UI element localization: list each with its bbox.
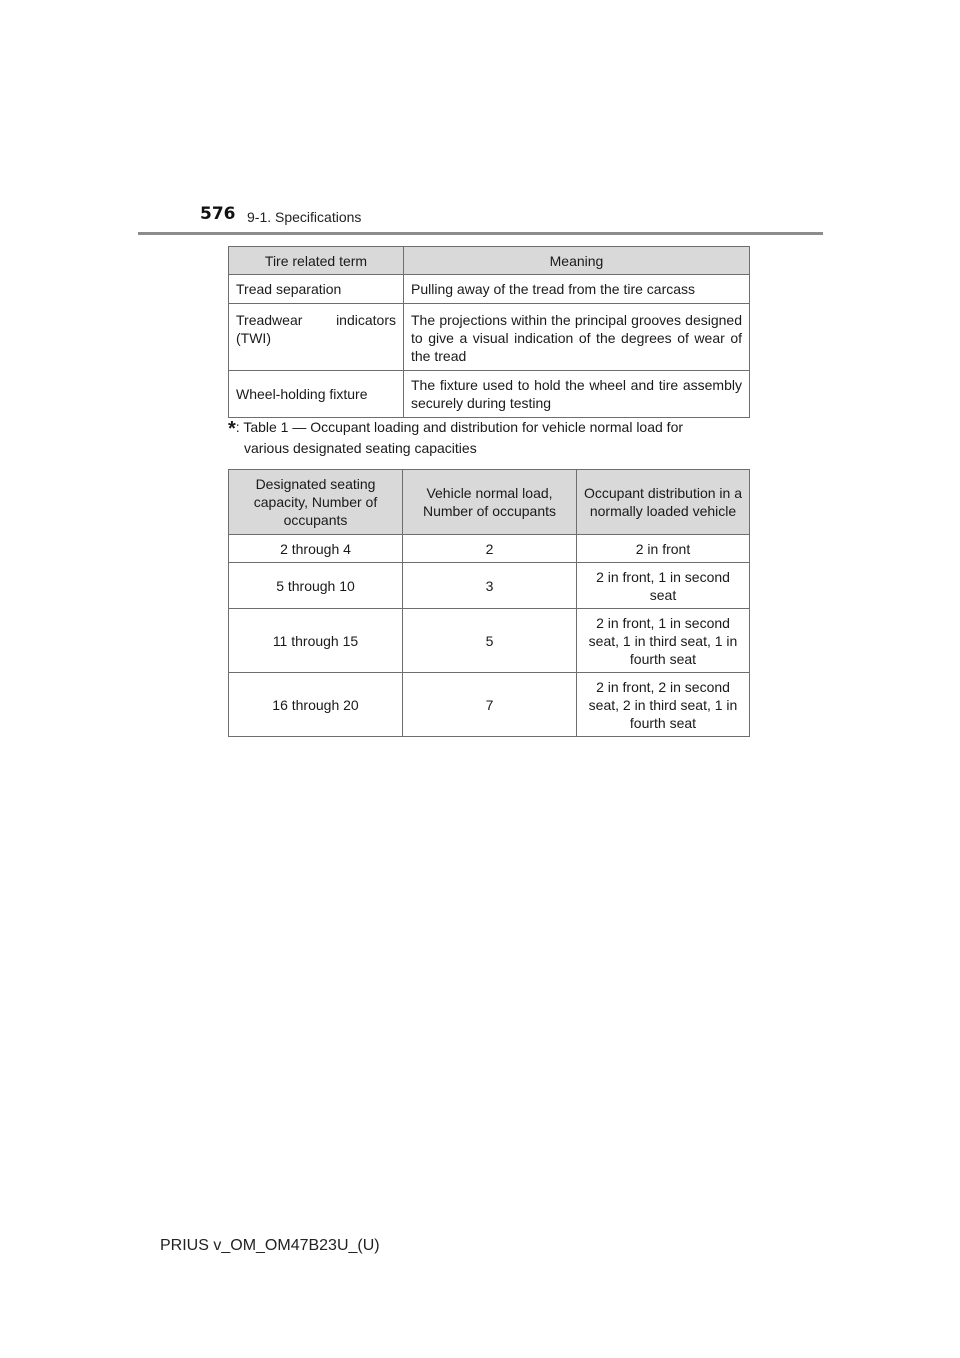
column-header-capacity: Designated seating capacity, Number of occupants: [229, 470, 403, 535]
meaning-cell: Pulling away of the tread from the tire carcass: [404, 275, 750, 304]
table-header-row: [229, 247, 750, 275]
distribution-cell: 2 in front, 2 in second seat, 2 in third seat, 1 in fourth seat: [577, 673, 750, 737]
table-row: [229, 535, 750, 563]
load-cell: 3: [403, 563, 577, 609]
table-row: [229, 275, 750, 304]
section-title: 9-1. Specifications: [247, 209, 362, 225]
load-cell: 2: [403, 535, 577, 563]
footnote-text: : Table 1 — Occupant loading and distribution for vehicle normal load for: [235, 419, 684, 435]
distribution-cell: 2 in front, 1 in second seat: [577, 563, 750, 609]
distribution-cell: 2 in front: [577, 535, 750, 563]
table-row: [229, 673, 750, 737]
column-header-term: Tire related term: [229, 247, 404, 275]
page-number: 576: [200, 204, 236, 224]
term-cell: Wheel-holding fixture: [229, 371, 404, 418]
document-id-footer: PRIUS v_OM_OM47B23U_(U): [160, 1237, 380, 1254]
occupant-loading-table: [228, 469, 750, 737]
table-row: [229, 304, 750, 371]
load-cell: 5: [403, 609, 577, 673]
column-header-distribution: Occupant distribution in a normally loaded vehicle: [577, 470, 750, 535]
footnote-marker: *: [228, 418, 236, 440]
distribution-cell: 2 in front, 1 in second seat, 1 in third seat, 1 in fourth seat: [577, 609, 750, 673]
load-cell: 7: [403, 673, 577, 737]
table-row: [229, 371, 750, 418]
column-header-meaning: Meaning: [404, 247, 750, 275]
capacity-cell: 11 through 15: [229, 609, 403, 673]
table-footnote: [228, 418, 746, 458]
tire-terms-table: [228, 246, 750, 418]
term-cell: Tread separation: [229, 275, 404, 304]
term-cell: Treadwear indicators (TWI): [229, 304, 404, 371]
table-row: [229, 609, 750, 673]
column-header-load: Vehicle normal load, Number of occupants: [403, 470, 577, 535]
meaning-cell: The projections within the principal grooves designed to give a visual indication of the degrees of wear of the tread: [404, 304, 750, 371]
capacity-cell: 16 through 20: [229, 673, 403, 737]
footnote-text-continued: various designated seating capacities: [244, 440, 477, 456]
table-header-row: [229, 470, 750, 535]
table-row: [229, 563, 750, 609]
header-divider: [138, 232, 823, 235]
meaning-cell: The fixture used to hold the wheel and tire assembly securely during testing: [404, 371, 750, 418]
capacity-cell: 2 through 4: [229, 535, 403, 563]
capacity-cell: 5 through 10: [229, 563, 403, 609]
